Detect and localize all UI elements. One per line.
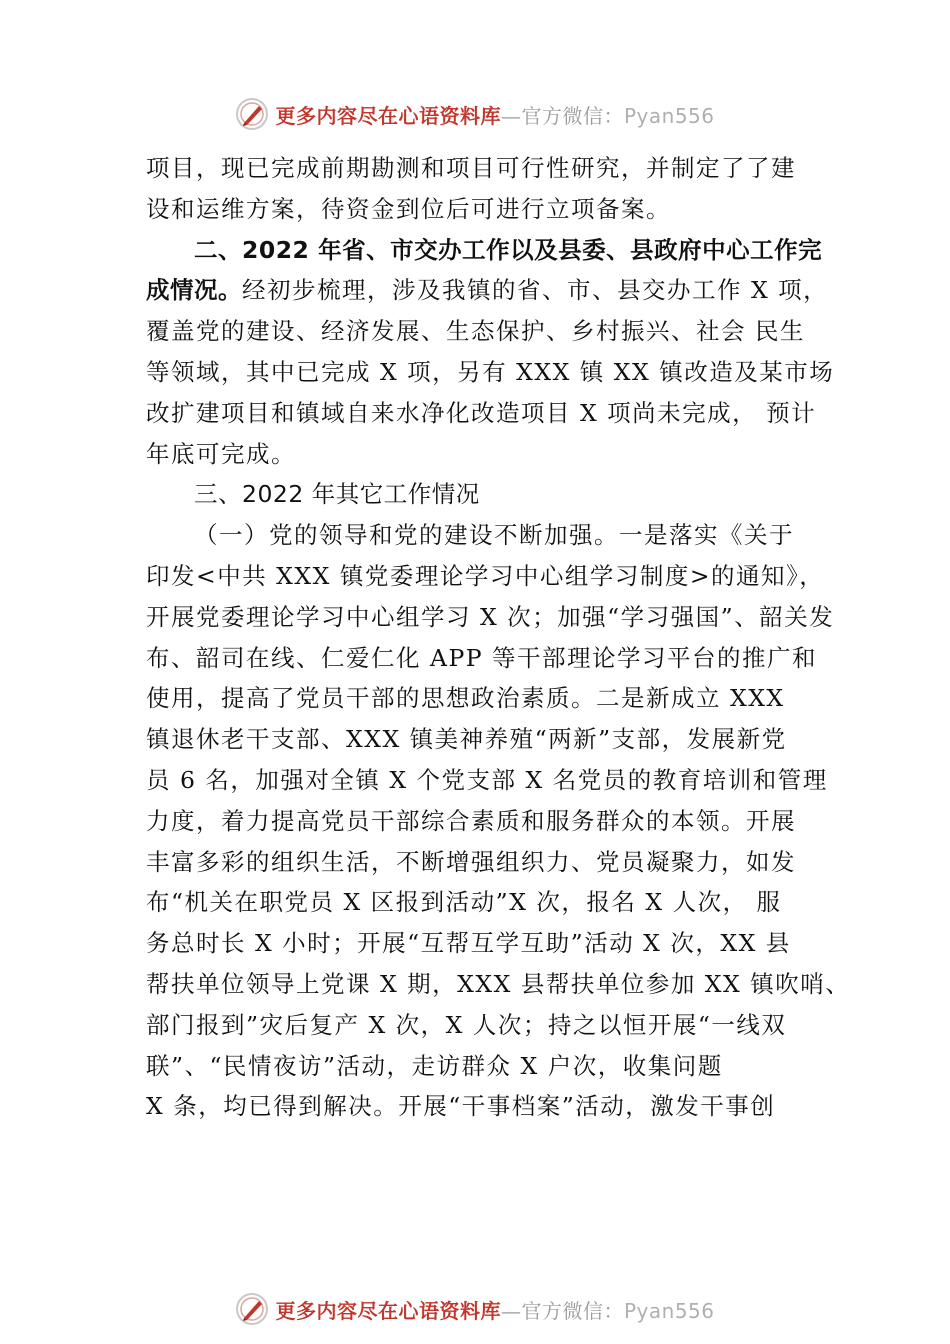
- body-line: 布“机关在职党员 X 区报到活动”X 次，报名 X 人次， 服: [146, 888, 782, 917]
- body-line: 部门报到”灾后复产 X 次，X 人次；持之以恒开展“一线双: [146, 1010, 787, 1039]
- body-line: 开展党委理论学习中心组学习 X 次；加强“学习强国”、韶关发: [146, 602, 835, 631]
- body-line: 员 6 名，加强对全镇 X 个党支部 X 名党员的教育培训和管理: [146, 765, 828, 794]
- banner-title: 更多内容尽在心语资料库: [275, 1298, 501, 1323]
- footer-banner: [0, 1289, 950, 1329]
- body-line: 帮扶单位领导上党课 X 期，XXX 县帮扶单位参加 XX 镇吹哨、: [146, 969, 851, 998]
- body-line: X 条，均已得到解决。开展“干事档案”活动，激发干事创: [146, 1092, 776, 1121]
- pen-logo-icon: [235, 1292, 269, 1326]
- header-banner: [0, 94, 950, 134]
- banner-wechat-id: Pyan556: [623, 103, 715, 128]
- pen-logo-icon: [235, 97, 269, 131]
- body-line: 等领域，其中已完成 X 项，另有 XXX 镇 XX 镇改造及某市场: [146, 357, 835, 386]
- section-heading-2: 二、2022 年省、市交办工作以及县委、县政府中心工作完: [194, 235, 823, 264]
- document-body: [146, 148, 851, 1127]
- body-line: [146, 270, 836, 311]
- body-line: 镇退休老干支部、XXX 镇美神养殖“两新”支部，发展新党: [146, 725, 787, 754]
- body-line: 改扩建项目和镇域自来水净化改造项目 X 项尚未完成， 预计: [146, 398, 817, 427]
- body-line: 项目，现已完成前期勘测和项目可行性研究，并制定了了建: [146, 154, 796, 182]
- body-line: 年底可完成。: [146, 439, 296, 468]
- body-line: 使用，提高了党员干部的思想政治素质。二是新成立 XXX: [146, 684, 785, 713]
- body-line-text: 经初步梳理，涉及我镇的省、市、县交办工作 X 项，: [242, 276, 829, 305]
- body-line: 印发<中共 XXX 镇党委理论学习中心组学习制度>的通知》，: [146, 561, 825, 590]
- body-line: 布、韶司在线、仁爱仁化 APP 等干部理论学习平台的推广和: [146, 643, 818, 672]
- body-line: 设和运维方案，待资金到位后可进行立项备案。: [146, 194, 671, 223]
- body-line: 力度，着力提高党员干部综合素质和服务群众的本领。开展: [146, 806, 796, 835]
- body-line: 丰富多彩的组织生活，不断增强组织力、党员凝聚力，如发: [146, 847, 796, 876]
- banner-wechat-id: Pyan556: [623, 1298, 715, 1323]
- subsection-heading: （一）党的领导和党的建设不断加强。一是落实《关于: [194, 521, 794, 550]
- section-heading-2-tail: 成情况。: [146, 276, 242, 305]
- banner-subtitle: —官方微信：: [500, 1298, 624, 1323]
- body-line: 务总时长 X 小时；开展“互帮互学互助”活动 X 次，XX 县: [146, 929, 791, 958]
- body-line: 联”、“民情夜访”活动，走访群众 X 户次，收集问题: [146, 1051, 723, 1080]
- banner-subtitle: —官方微信：: [500, 103, 624, 128]
- body-line: 覆盖党的建设、经济发展、生态保护、乡村振兴、社会 民生: [146, 317, 805, 346]
- banner-title: 更多内容尽在心语资料库: [275, 103, 501, 128]
- section-heading-3: 三、2022 年其它工作情况: [194, 480, 480, 509]
